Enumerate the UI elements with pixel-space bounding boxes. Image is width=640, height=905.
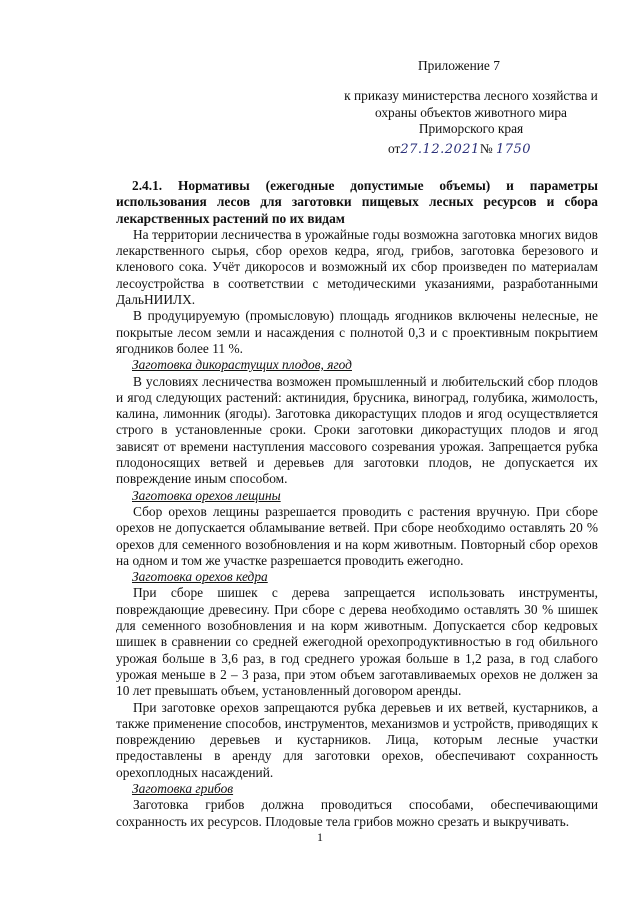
subsection-title-fruits: Заготовка дикорастущих плодов, ягод xyxy=(132,357,352,373)
intro-paragraph-1: На территории лесничества в урожайные годы возможна заготовка многих видов лекарственного сырья, сбор орехов кедра, ягод, грибов, заготовка березового и кленового сока. Учёт дикоросов и возможный их сбор произведен по материалам лесоустройства в соответствии с методическими указаниями, разработанными ДальНИИЛХ. xyxy=(116,226,598,308)
subsection-title-mushrooms: Заготовка грибов xyxy=(132,780,234,796)
subsection-title-hazelnut: Заготовка орехов лещины xyxy=(132,487,281,503)
header-gap xyxy=(336,74,606,88)
order-line-3: Приморского края xyxy=(418,120,524,136)
appendix-title: Приложение 7 xyxy=(418,58,500,73)
mushrooms-paragraph: Заготовка грибов должна проводиться способами, обеспечивающими сохранность их ресурсов. Плодовые тела грибов можно срезать и выкручивать. xyxy=(116,797,598,829)
document-body xyxy=(116,178,598,830)
section-heading: 2.4.1. Нормативы (ежегодные допустимые объемы) и параметры использования лесов для заготовки пищевых лесных ресурсов и сбора лекарственных растений по их видам xyxy=(116,178,598,226)
cedar-paragraph-2: При заготовке орехов запрещаются рубка деревьев и их ветвей, кустарников, а также применение способов, инструментов, механизмов и устройств, приводящих к повреждению деревьев и кустарников. Лица, которым лесные участки предоставлены в аренду для заготовки орехов, обеспечивают сохранность орехоплодных насаждений. xyxy=(116,699,598,780)
date-prefix: от xyxy=(388,141,401,156)
handwritten-date: 27.12.2021 xyxy=(400,142,480,157)
order-date-line xyxy=(388,141,531,158)
order-line-1: к приказу министерства лесного хозяйства и xyxy=(344,88,598,104)
hazelnut-paragraph: Сбор орехов лещины разрешается проводить с растения вручную. При сборе орехов не допускается обламывание ветвей. При сборе необходимо оставлять 20 % орехов для семенного возобновления и на корм животным. Повторный сбор орехов на одном и том же участке разрешается проводить ежегодно. xyxy=(116,503,598,568)
subsection-title-cedar: Заготовка орехов кедра xyxy=(132,569,268,585)
appendix-header xyxy=(336,58,606,137)
number-prefix: № xyxy=(479,141,493,156)
fruits-paragraph: В условиях лесничества возможен промышленный и любительский сбор плодов и ягод следующих растений: актинидия, брусника, виноград, голубика, жимолость, калина, лимонник (ягоды). Заготовка дикорастущих плодов и ягод осуществляется строго в установленные сроки. Сроки заготовки дикорастущих плодов и ягод зависят от времени наступления массового созревания урожая. Запрещается рубка плодоносящих ветвей и деревьев для заготовки плодов, не допускается их повреждение иным способом. xyxy=(116,373,598,487)
cedar-paragraph-1: При сборе шишек с дерева запрещается использовать инструменты, повреждающие древесину. При сборе с дерева необходимо оставлять 30 % шишек для семенного возобновления и на корм животным. Допускается сбор кедровых шишек в сравнении со средней ежегодной орехопродуктивностью в год обильного урожая больше в 3,6 раз, в год среднего урожая больше в 1,2 раза, в год слабого урожая меньше в 2 – 3 раза, при этом объем заготавливаемых орехов не должен за 10 лет превышать объем, установленный договором аренды. xyxy=(116,585,598,699)
order-line-2: охраны объектов животного мира xyxy=(375,104,567,120)
handwritten-number: 1750 xyxy=(495,142,532,157)
page-number: 1 xyxy=(317,830,323,844)
intro-paragraph-2: В продуцируемую (промысловую) площадь ягодников включены нелесные, не покрытые лесом земли и насаждения с полнотой 0,3 и с проективным покрытием ягодников более 11 %. xyxy=(116,308,598,356)
